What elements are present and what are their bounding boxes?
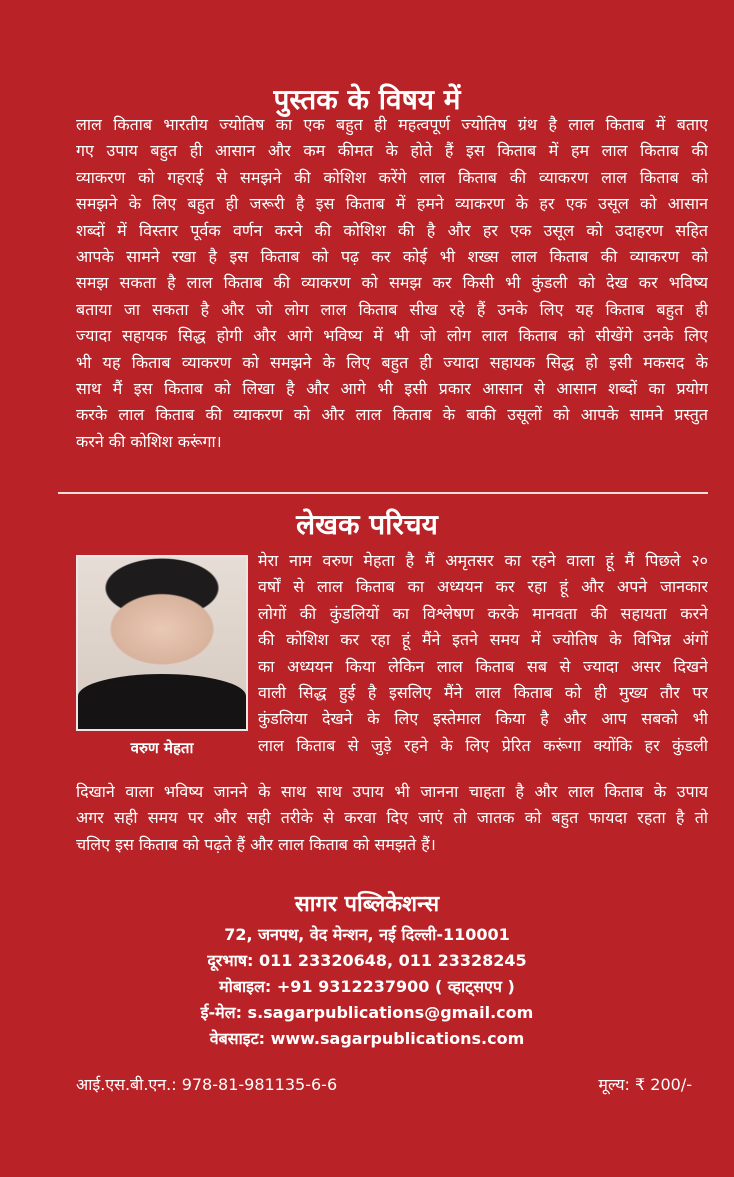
author-photo (76, 555, 248, 731)
text-line: मेरा नाम वरुण मेहता है मैं अमृतसर का रहने वाला हूं मैं पिछले २० (258, 551, 708, 570)
text-line: शब्दों में विस्तार पूर्वक वर्णन करने की कोशिश की है और हर एक उसूल को उदाहरण सहित (76, 220, 708, 240)
author-bio-full (76, 779, 708, 858)
price: मूल्य: ₹ 200/- (598, 1075, 692, 1094)
publisher-phone: दूरभाष: 011 23320648, 011 23328245 (207, 951, 527, 970)
author-title: लेखक परिचय (296, 508, 438, 541)
publisher-address: 72, जनपथ, वेद मेन्शन, नई दिल्ली-110001 (224, 925, 510, 944)
about-title: पुस्तक के विषय में (273, 83, 461, 116)
publisher-name: सागर पब्लिकेशन्स (294, 892, 440, 917)
text-line: करके लाल किताब की व्याकरण को और लाल किताब के बाकी उसूलों को आपके सामने प्रस्तुत (76, 405, 708, 425)
text-line: लाल किताब भारतीय ज्योतिष का एक बहुत ही महत्वपूर्ण ज्योतिष ग्रंथ है लाल किताब में बताए (76, 115, 708, 134)
text-line: समझने के लिए बहुत ही जरूरी है इस किताब में हमने व्याकरण के हर एक उसूल को आसान (76, 194, 708, 214)
text-line: गए उपाय बहुत ही आसान और कम कीमत के होते हैं इस किताब में हम लाल किताब की (76, 141, 708, 161)
text-line: लोगों की कुंडलियों का विश्लेषण करके मानवता की सहायता करने (258, 603, 708, 623)
author-bio-side (258, 548, 708, 759)
text-line: दिखाने वाला भविष्य जानने के साथ साथ उपाय भी जानना चाहता है और लाल किताब के उपाय (76, 782, 708, 801)
text-line: कुंडलिया देखने के लिए इस्तेमाल किया है और आप सबको भी (258, 709, 708, 729)
about-text (76, 112, 708, 455)
publisher-mobile: मोबाइल: +91 9312237900 ( व्हाट्सएप ) (219, 977, 515, 996)
text-line: की कोशिश कर रहा हूं मैंने इतने समय में ज्योतिष के विभिन्न अंगों (258, 630, 708, 650)
author-name: वरुण मेहता (130, 739, 194, 757)
text-line: समझ सकता है लाल किताब की व्याकरण को समझ कर किसी भी कुंडली को देख कर भविष्य (76, 273, 708, 293)
publisher-block (0, 888, 734, 1052)
text-line: लाल किताब से जुड़े रहने के लिए प्रेरित करूंगा क्योंकि हर कुंडली (258, 735, 708, 755)
text-line: भी यह किताब व्याकरण को समझने के लिए बहुत ही ज्यादा सहायक सिद्ध हो इसी मकसद के (76, 352, 708, 372)
section-divider (58, 492, 708, 494)
text-line: करने की कोशिश करूंगा। (76, 431, 222, 451)
text-line: व्याकरण को गहराई से समझने की कोशिश करेंगे लाल किताब की व्याकरण लाल किताब को (76, 167, 708, 187)
text-line: आपके सामने रखा है इस किताब को पढ़ कर कोई भी शख्स लाल किताब की व्याकरण को (76, 246, 708, 266)
text-line: साथ मैं इस किताब को लिखा है और आगे भी इसी प्रकार आसान से आसान शब्दों का प्रयोग (76, 378, 708, 398)
publisher-website: वेबसाइट: www.sagarpublications.com (209, 1029, 525, 1048)
text-line: वर्षों से लाल किताब का अध्ययन कर रहा हूं और अपने जानकार (258, 577, 708, 597)
publisher-email: ई-मेल: s.sagarpublications@gmail.com (200, 1003, 534, 1022)
text-line: का अध्ययन किया लेकिन लाल किताब सब से ज्यादा असर दिखने (258, 656, 708, 676)
text-line: चलिए इस किताब को पढ़ते हैं और लाल किताब को समझते हैं। (76, 834, 436, 854)
text-line: ज्यादा सहायक सिद्ध होगी और आगे भविष्य में भी जो लोग लाल किताब को सीखेंगे उनके लिए (76, 326, 708, 346)
text-line: अगर सही समय पर और सही तरीके से करवा दिए जाएं तो जातक को बहुत फायदा रहता है तो (76, 808, 708, 828)
isbn: आई.एस.बी.एन.: 978-81-981135-6-6 (76, 1075, 338, 1094)
text-line: बताया जा सकता है और जो लोग लाल किताब सीख रहे हैं उनके लिए यह किताब बहुत ही (76, 299, 708, 319)
text-line: वाली सिद्ध हुई है इसलिए मैंने लाल किताब को ही मुख्य तौर पर (258, 682, 708, 702)
